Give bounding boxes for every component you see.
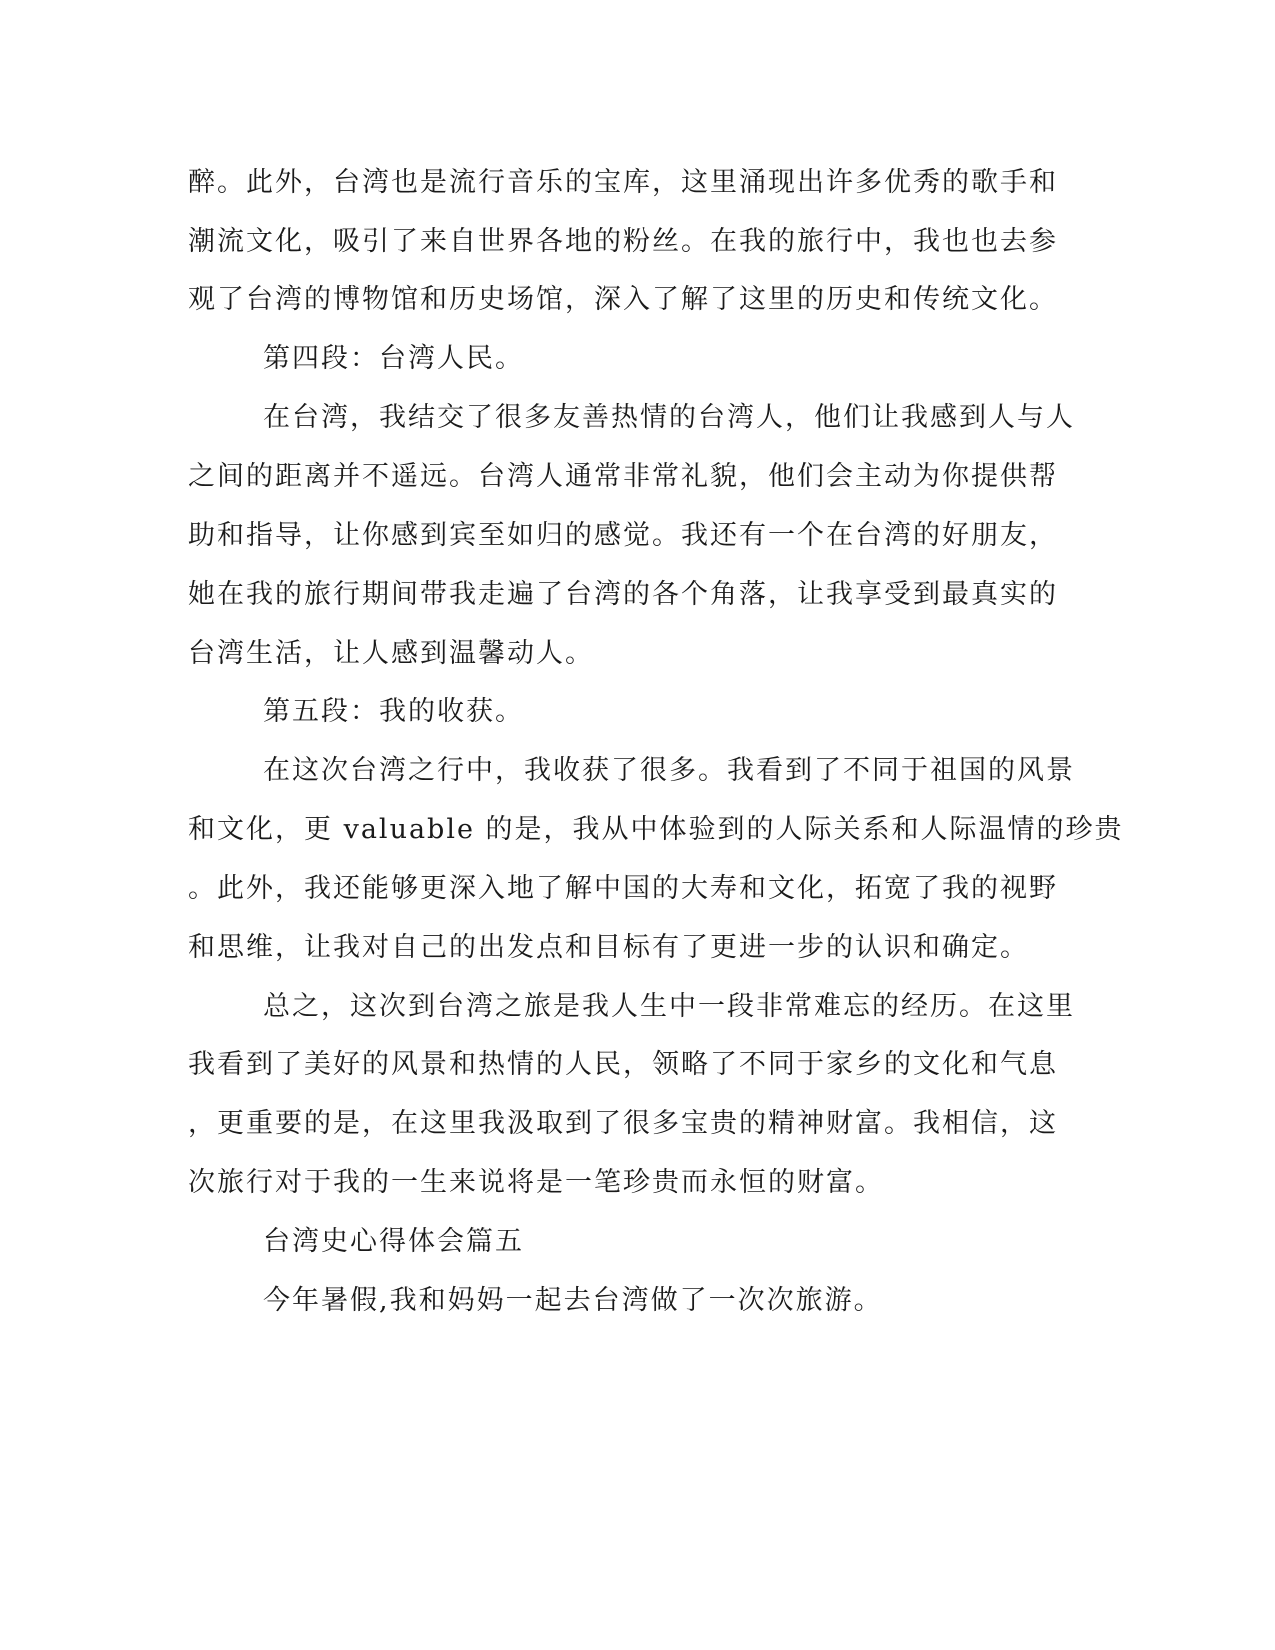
- section-heading: 第五段：我的收获。: [263, 696, 524, 727]
- paragraph-line: 总之，这次到台湾之旅是我人生中一段非常难忘的经历。在这里: [263, 991, 1075, 1022]
- paragraph-line: 她在我的旅行期间带我走遍了台湾的各个角落，让我享受到最真实的: [188, 579, 1058, 610]
- paragraph-line: 在这次台湾之行中，我收获了很多。我看到了不同于祖国的风景: [263, 755, 1075, 786]
- paragraph-line: 之间的距离并不遥远。台湾人通常非常礼貌，他们会主动为你提供帮: [188, 461, 1058, 492]
- paragraph-line: 助和指导，让你感到宾至如归的感觉。我还有一个在台湾的好朋友，: [188, 520, 1058, 551]
- paragraph-line: 台湾生活，让人感到温馨动人。: [188, 638, 594, 669]
- paragraph-line: 和思维，让我对自己的出发点和目标有了更进一步的认识和确定。: [188, 932, 1029, 963]
- paragraph-line: 我看到了美好的风景和热情的人民，领略了不同于家乡的文化和气息: [188, 1049, 1058, 1080]
- paragraph-line: ，更重要的是，在这里我汲取到了很多宝贵的精神财富。我相信，这: [188, 1108, 1058, 1139]
- paragraph-line: 。此外，我还能够更深入地了解中国的大寿和文化，拓宽了我的视野: [188, 873, 1058, 904]
- section-title: 台湾史心得体会篇五: [263, 1226, 524, 1257]
- paragraph-line: 醉。此外，台湾也是流行音乐的宝库，这里涌现出许多优秀的歌手和: [188, 167, 1058, 198]
- section-heading: 第四段：台湾人民。: [263, 343, 524, 374]
- paragraph-line: 次旅行对于我的一生来说将是一笔珍贵而永恒的财富。: [188, 1167, 884, 1198]
- paragraph-line: 今年暑假,我和妈妈一起去台湾做了一次次旅游。: [263, 1285, 883, 1316]
- paragraph-line: 观了台湾的博物馆和历史场馆，深入了解了这里的历史和传统文化。: [188, 284, 1058, 315]
- paragraph-line: 潮流文化，吸引了来自世界各地的粉丝。在我的旅行中，我也也去参: [188, 226, 1058, 257]
- paragraph-line: 和文化，更 valuable 的是，我从中体验到的人际关系和人际温情的珍贵: [188, 814, 1124, 845]
- paragraph-line: 在台湾，我结交了很多友善热情的台湾人，他们让我感到人与人: [263, 402, 1075, 433]
